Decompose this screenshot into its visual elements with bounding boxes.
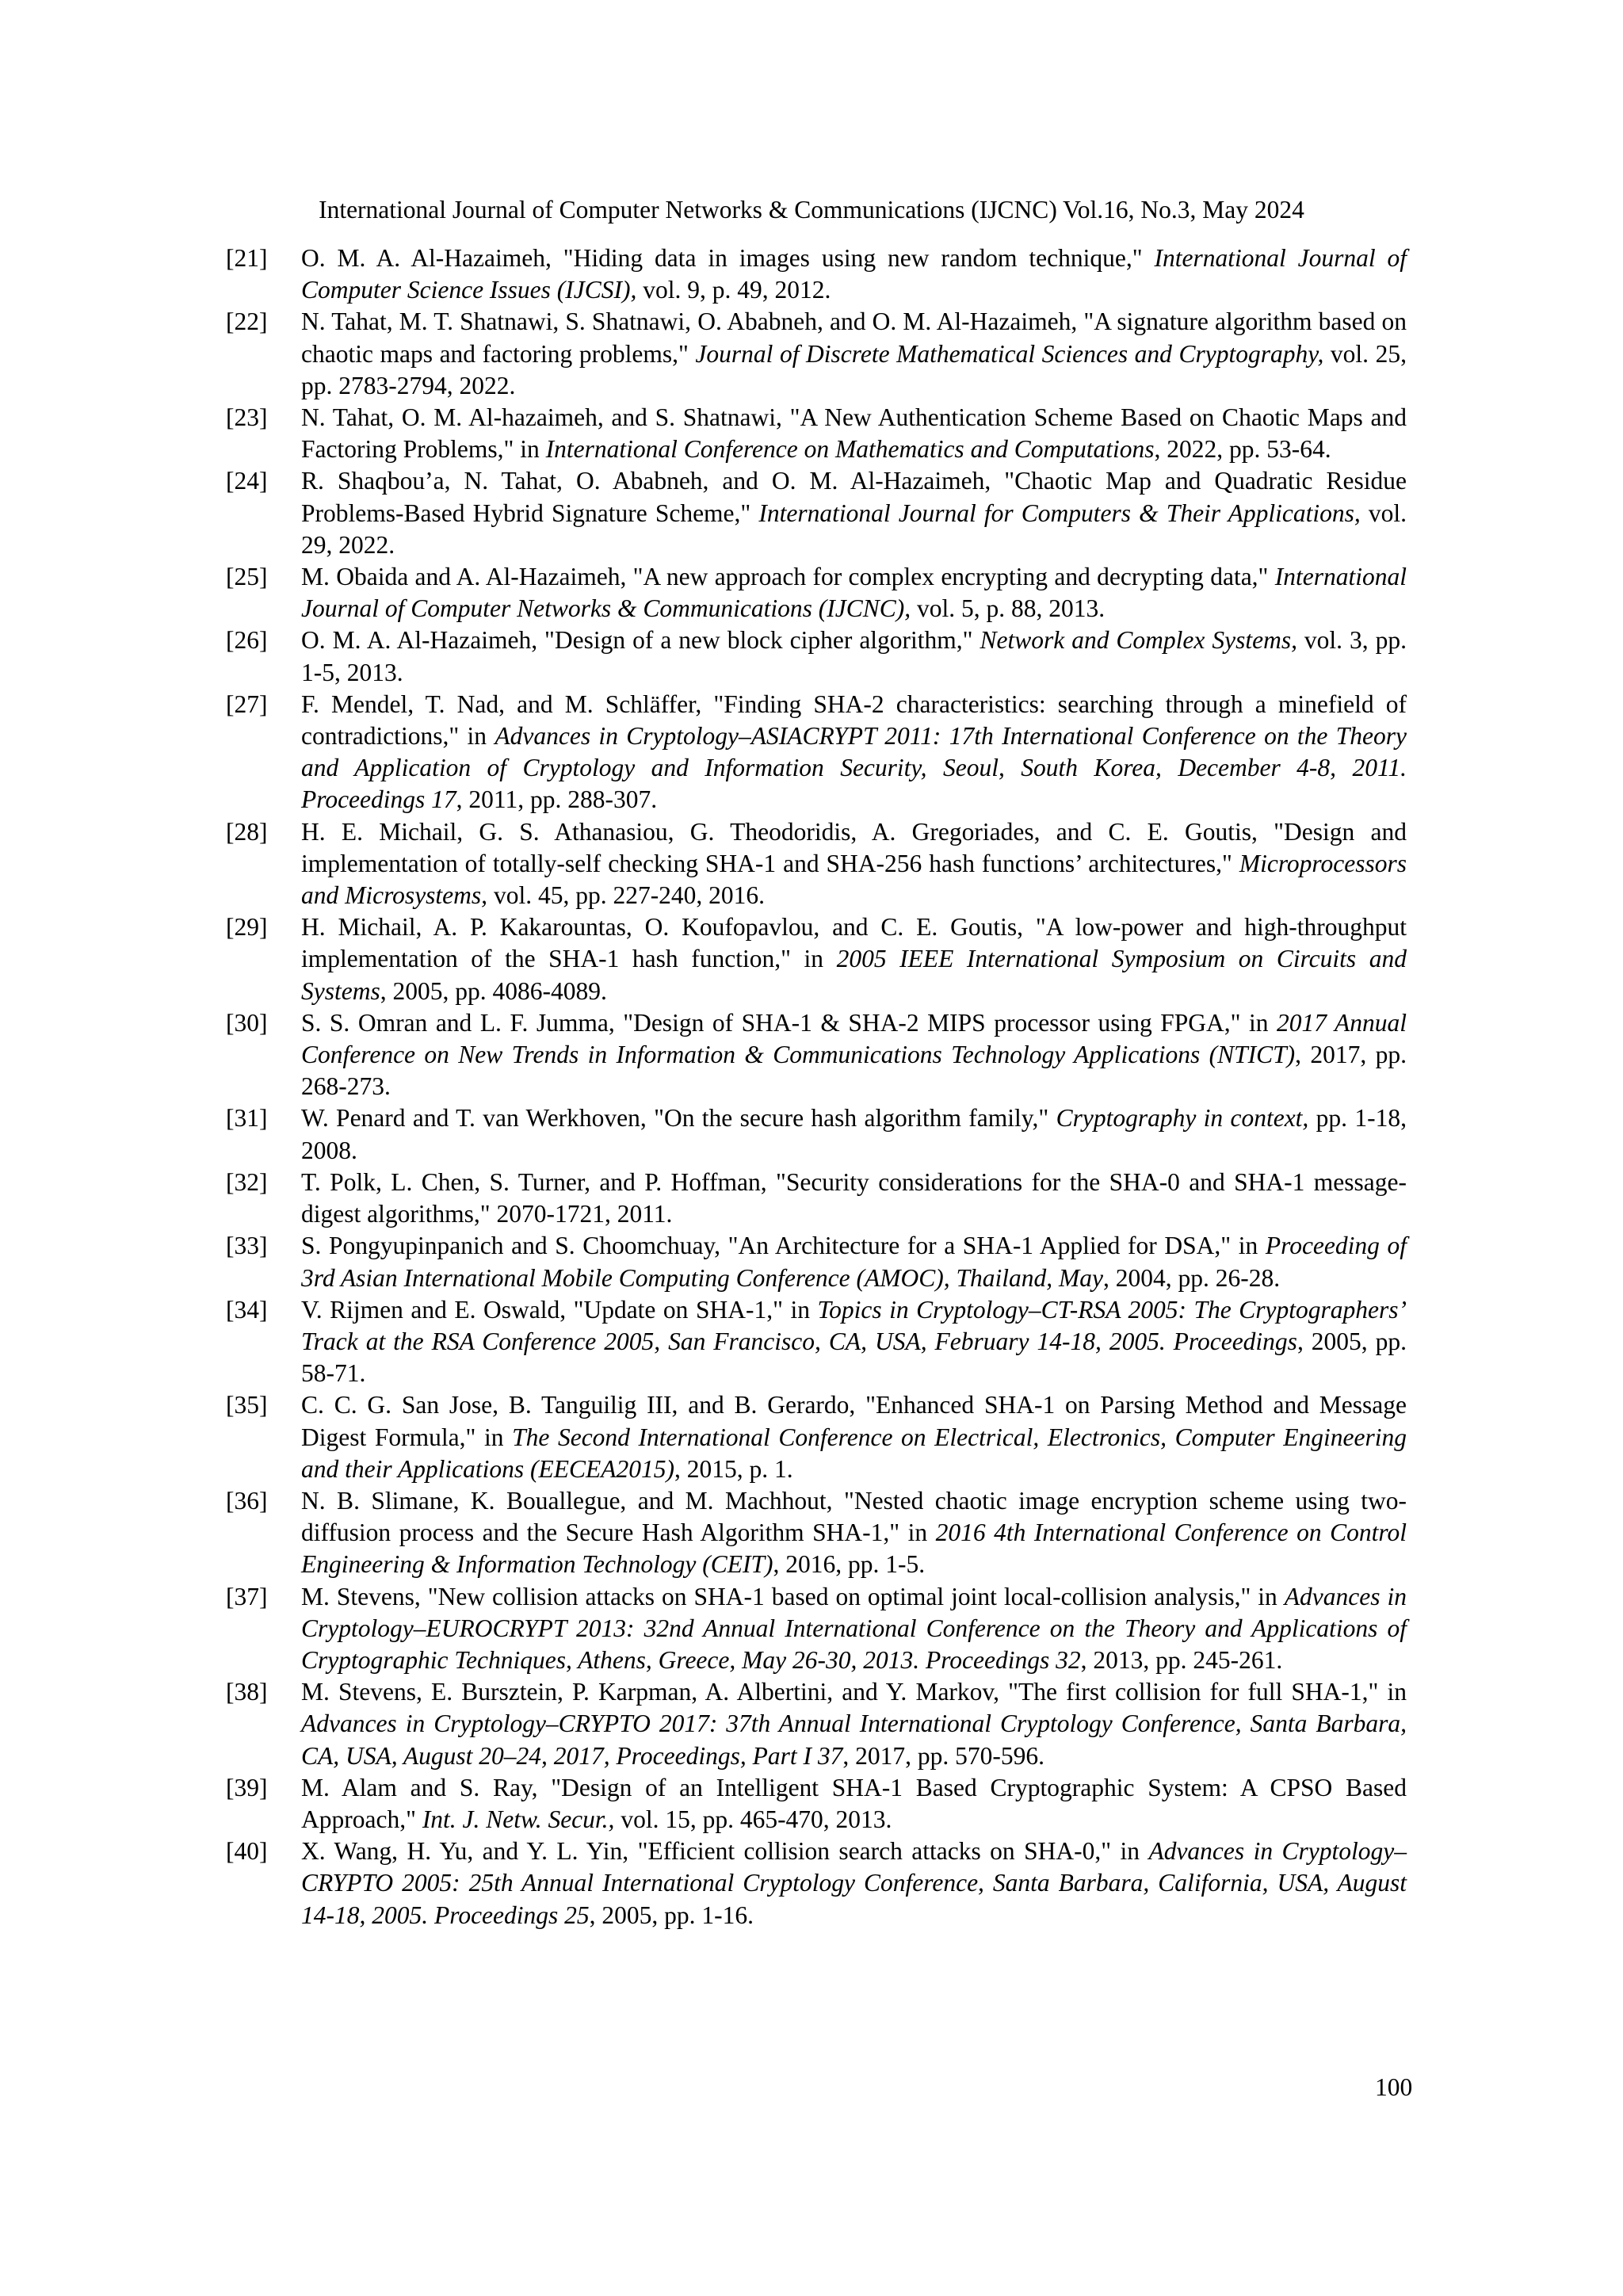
reference-text: [301, 626, 1407, 686]
reference-text-segment: , 2013, pp. 245-261.: [1080, 1645, 1283, 1674]
reference-text-segment: T. Polk, L. Chen, S. Turner, and P. Hoffman, "Security considerations for the SHA-0 and SHA-1 message-digest algorithms," 2070-1721, 2011.: [301, 1167, 1407, 1228]
reference-text-segment: , 2004, pp. 26-28.: [1102, 1263, 1281, 1292]
reference-number: [23]: [226, 403, 268, 432]
reference-entry: [226, 306, 1407, 402]
reference-number: [37]: [226, 1582, 268, 1610]
reference-text-segment: , 2005, pp. 58-71.: [301, 1327, 1407, 1388]
reference-text-segment: O. M. A. Al-Hazaimeh, "Hiding data in images using new random technique,": [301, 244, 1155, 272]
reference-entry: [226, 1836, 1407, 1931]
reference-text-segment: , 2017, pp. 570-596.: [842, 1741, 1044, 1770]
reference-source-title: 2005 IEEE International Symposium on Circuits and Systems: [301, 945, 1407, 1005]
reference-text: [301, 1583, 1407, 1674]
reference-text-segment: , 2005, pp. 4086-4089.: [380, 976, 607, 1005]
page-number: 100: [1375, 2073, 1413, 2101]
reference-text: [301, 1391, 1407, 1482]
reference-text: [301, 1296, 1407, 1387]
reference-text: [301, 1774, 1407, 1833]
reference-text-segment: vol. 15, pp. 465-470, 2013.: [614, 1805, 892, 1833]
reference-text-segment: R. Shaqbou’a, N. Tahat, O. Ababneh, and O. M. Al-Hazaimeh, "Chaotic Map and Quadratic Residue Problems-Based Hybrid Signature Scheme,": [301, 467, 1407, 527]
reference-source-title: International Journal of Computer Networks & Communications (IJCNC),: [301, 563, 1407, 623]
reference-text: [301, 403, 1407, 463]
reference-source-title: Journal of Discrete Mathematical Sciences and Cryptography,: [695, 339, 1324, 368]
reference-text: [301, 818, 1407, 909]
reference-source-title: Network and Complex Systems,: [980, 626, 1297, 655]
reference-text: [301, 244, 1407, 304]
reference-entry: [226, 465, 1407, 561]
reference-text-segment: S. Pongyupinpanich and S. Choomchuay, "An Architecture for a SHA-1 Applied for DSA," in: [301, 1232, 1266, 1260]
reference-source-title: 2016 4th International Conference on Control Engineering & Information Technology (CEIT): [301, 1519, 1407, 1579]
reference-number: [25]: [226, 563, 268, 591]
reference-source-title: Cryptography in context,: [1056, 1104, 1309, 1133]
reference-text: [301, 1232, 1407, 1291]
reference-text-segment: V. Rijmen and E. Oswald, "Update on SHA-1," in: [301, 1295, 818, 1324]
reference-source-title: Advances in Cryptology–EUROCRYPT 2013: 32nd Annual International Conference on the Theory and Applications of Cryptographic Techniques, Athens, Greece, May 26-30, 2013. Proceedings 32: [301, 1582, 1407, 1674]
reference-text-segment: vol. 25, pp. 2783-2794, 2022.: [301, 339, 1407, 399]
reference-text-segment: N. B. Slimane, K. Bouallegue, and M. Machhout, "Nested chaotic image encryption scheme using two-diffusion process and the Secure Hash Algorithm SHA-1," in: [301, 1486, 1407, 1547]
reference-text: [301, 1487, 1407, 1578]
reference-text-segment: , 2016, pp. 1-5.: [773, 1550, 926, 1579]
reference-entry: [226, 1007, 1407, 1103]
reference-entry: [226, 1485, 1407, 1581]
reference-text-segment: X. Wang, H. Yu, and Y. L. Yin, "Efficient collision search attacks on SHA-0," in: [301, 1837, 1149, 1866]
reference-text: [301, 1104, 1407, 1163]
reference-text-segment: vol. 3, pp. 1-5, 2013.: [301, 626, 1407, 686]
reference-text-segment: , 2005, pp. 1-16.: [589, 1901, 754, 1929]
reference-entry: [226, 243, 1407, 306]
reference-text: [301, 1168, 1407, 1228]
reference-text-segment: vol. 29, 2022.: [301, 499, 1407, 559]
journal-header: International Journal of Computer Networks & Communications (IJCNC) Vol.16, No.3, May 2024: [319, 196, 1304, 223]
reference-number: [29]: [226, 913, 268, 942]
reference-number: [35]: [226, 1391, 268, 1419]
reference-text-segment: M. Obaida and A. Al-Hazaimeh, "A new approach for complex encrypting and decrypting data,": [301, 563, 1275, 591]
reference-number: [31]: [226, 1104, 268, 1133]
reference-text: [301, 563, 1407, 622]
reference-entry: [226, 1772, 1407, 1836]
reference-entry: [226, 561, 1407, 625]
reference-text: [301, 1009, 1407, 1100]
reference-number: [26]: [226, 626, 268, 655]
reference-entry: [226, 1102, 1407, 1166]
reference-text-segment: M. Stevens, "New collision attacks on SHA-1 based on optimal joint local-collision analysis," in: [301, 1582, 1285, 1610]
reference-text-segment: H. Michail, A. P. Kakarountas, O. Koufopavlou, and C. E. Goutis, "A low-power and high-throughput implementation of the SHA-1 hash function," in: [301, 913, 1407, 973]
reference-text-segment: , 2017, pp. 268-273.: [301, 1041, 1407, 1101]
reference-source-title: Advances in Cryptology–ASIACRYPT 2011: 17th International Conference on the Theory and Application of Cryptology and Information Security, Seoul, South Korea, December 4-8, 2011. Proceedings 17: [301, 722, 1407, 814]
reference-text-segment: N. Tahat, M. T. Shatnawi, S. Shatnawi, O. Ababneh, and O. M. Al-Hazaimeh, "A signature algorithm based on chaotic maps and factoring problems,": [301, 308, 1407, 368]
reference-text-segment: N. Tahat, O. M. Al-hazaimeh, and S. Shatnawi, "A New Authentication Scheme Based on Chaotic Maps and Factoring Problems," in: [301, 403, 1407, 464]
reference-text: [301, 1837, 1407, 1928]
reference-number: [36]: [226, 1486, 268, 1515]
reference-source-title: International Journal for Computers & Their Applications,: [758, 499, 1361, 527]
reference-text: [301, 913, 1407, 1004]
reference-entry: [226, 1581, 1407, 1677]
reference-text-segment: F. Mendel, T. Nad, and M. Schläffer, "Finding SHA-2 characteristics: searching through a minefield of contradictions," in: [301, 690, 1407, 751]
reference-source-title: 2017 Annual Conference on New Trends in Information & Communications Technology Applications (NTICT): [301, 1008, 1407, 1069]
reference-text: [301, 308, 1407, 399]
reference-text-segment: H. E. Michail, G. S. Athanasiou, G. Theodoridis, A. Gregoriades, and C. E. Goutis, "Design and implementation of totally-self checking SHA-1 and SHA-256 hash functions’ architectures,": [301, 817, 1407, 877]
reference-number: [22]: [226, 308, 268, 336]
reference-entry: [226, 625, 1407, 688]
reference-text-segment: , 2011, pp. 288-307.: [456, 785, 658, 814]
reference-text-segment: C. C. G. San Jose, B. Tanguilig III, and B. Gerardo, "Enhanced SHA-1 on Parsing Method and Message Digest Formula," in: [301, 1391, 1407, 1451]
reference-source-title: Microprocessors and Microsystems,: [301, 849, 1407, 910]
reference-text-segment: , 2022, pp. 53-64.: [1154, 435, 1331, 464]
reference-entry: [226, 911, 1407, 1007]
reference-list: [226, 243, 1407, 1931]
reference-entry: [226, 402, 1407, 465]
reference-entry: [226, 689, 1407, 816]
reference-source-title: Advances in Cryptology–CRYPTO 2017: 37th Annual International Cryptology Conference, Santa Barbara, CA, USA, August 20–24, 2017, Proceedings, Part I 37: [301, 1710, 1407, 1770]
reference-number: [24]: [226, 467, 268, 495]
reference-number: [21]: [226, 244, 268, 272]
reference-number: [27]: [226, 690, 268, 718]
reference-source-title: Int. J. Netw. Secur.,: [422, 1805, 615, 1833]
reference-entry: [226, 1230, 1407, 1293]
reference-text-segment: vol. 5, p. 88, 2013.: [911, 594, 1106, 623]
reference-entry: [226, 1167, 1407, 1230]
reference-source-title: International Journal of Computer Science Issues (IJCSI),: [301, 244, 1407, 304]
reference-number: [34]: [226, 1295, 268, 1324]
reference-source-title: Proceeding of 3rd Asian International Mobile Computing Conference (AMOC), Thailand, May: [301, 1232, 1407, 1292]
reference-text: [301, 690, 1407, 814]
reference-entry: [226, 1294, 1407, 1390]
reference-text: [301, 1678, 1407, 1769]
reference-text-segment: vol. 9, p. 49, 2012.: [636, 276, 831, 304]
reference-number: [38]: [226, 1678, 268, 1706]
reference-text-segment: , 2015, p. 1.: [674, 1454, 793, 1483]
reference-text-segment: O. M. A. Al-Hazaimeh, "Design of a new block cipher algorithm,": [301, 626, 980, 655]
reference-source-title: Advances in Cryptology–CRYPTO 2005: 25th Annual International Cryptology Conference, Santa Barbara, California, USA, August 14-18, 2005. Proceedings 25: [301, 1837, 1407, 1929]
reference-entry: [226, 816, 1407, 912]
reference-number: [30]: [226, 1008, 268, 1037]
reference-entry: [226, 1389, 1407, 1485]
reference-text-segment: M. Stevens, E. Bursztein, P. Karpman, A. Albertini, and Y. Markov, "The first collision for full SHA-1," in: [301, 1678, 1407, 1706]
reference-text-segment: M. Alam and S. Ray, "Design of an Intelligent SHA-1 Based Cryptographic System: A CPSO Based Approach,": [301, 1773, 1407, 1833]
reference-number: [28]: [226, 817, 268, 846]
reference-text-segment: pp. 1-18, 2008.: [301, 1104, 1407, 1164]
reference-text-segment: vol. 45, pp. 227-240, 2016.: [487, 881, 766, 910]
reference-number: [33]: [226, 1232, 268, 1260]
reference-text-segment: S. S. Omran and L. F. Jumma, "Design of SHA-1 & SHA-2 MIPS processor using FPGA," in: [301, 1008, 1277, 1037]
reference-entry: [226, 1676, 1407, 1772]
reference-number: [39]: [226, 1773, 268, 1801]
reference-source-title: Topics in Cryptology–CT-RSA 2005: The Cryptographers’ Track at the RSA Conference 2005, San Francisco, CA, USA, February 14-18, 2005. Proceedings: [301, 1295, 1407, 1355]
reference-number: [32]: [226, 1167, 268, 1196]
reference-source-title: The Second International Conference on Electrical, Electronics, Computer Engineering and their Applications (EECEA2015): [301, 1423, 1407, 1483]
reference-text-segment: W. Penard and T. van Werkhoven, "On the secure hash algorithm family,": [301, 1104, 1056, 1133]
reference-text: [301, 467, 1407, 558]
reference-source-title: International Conference on Mathematics and Computations: [545, 435, 1155, 464]
reference-number: [40]: [226, 1837, 268, 1866]
